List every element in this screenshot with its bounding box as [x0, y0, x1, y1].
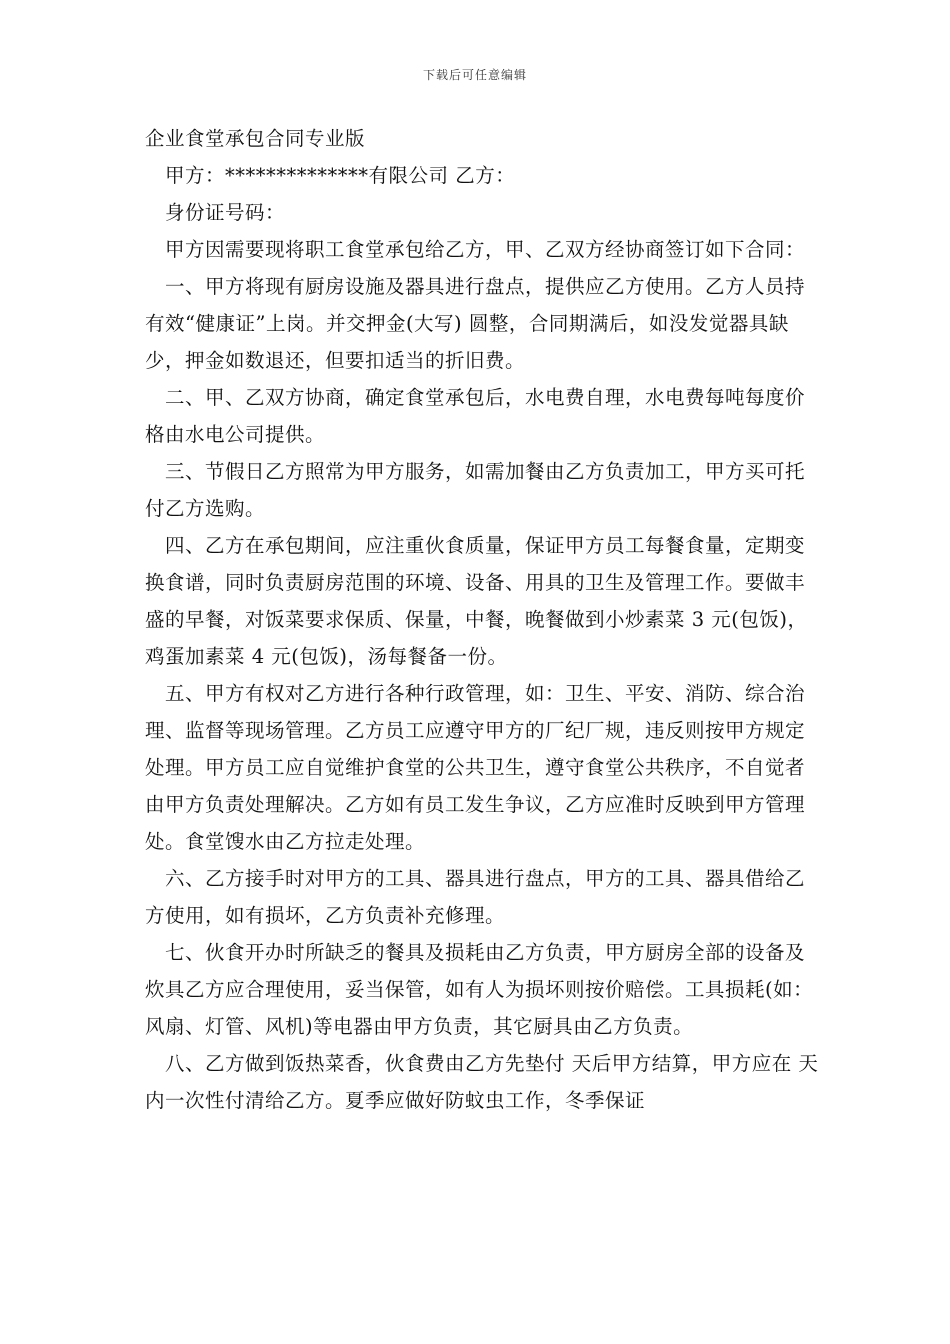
clause-6: 六、乙方接手时对甲方的工具、器具进行盘点，甲方的工具、器具借给乙方使用，如有损坏，乙方负责补充修理。 — [145, 867, 806, 927]
intro-paragraph: 甲方因需要现将职工食堂承包给乙方，甲、乙双方经协商签订如下合同： — [165, 238, 806, 261]
clause-4: 四、乙方在承包期间，应注重伙食质量，保证甲方员工每餐食量，定期变换食谱，同时负责厨房范围的环境、设备、用具的卫生及管理工作。要做丰盛的早餐，对饭菜要求保质、保量，中餐，晚餐做到小炒素菜 3 元(包饭)，鸡蛋加素菜 4 元(包饭)，汤每餐备一份。 — [145, 534, 808, 668]
clause-2: 二、甲、乙双方协商，确定食堂承包后，水电费自理，水电费每吨每度价格由水电公司提供。 — [145, 386, 806, 446]
clause-8: 八、乙方做到饭热菜香，伙食费由乙方先垫付 天后甲方结算，甲方应在 天内一次性付清给乙方。夏季应做好防蚊虫工作，冬季保证 — [145, 1052, 819, 1112]
party-a-line: 甲方：**************有限公司 乙方： — [165, 164, 516, 187]
page-header-note: 下载后可任意编辑 — [422, 68, 527, 82]
clause-5: 五、甲方有权对乙方进行各种行政管理，如：卫生、平安、消防、综合治理、监督等现场管理。乙方员工应遵守甲方的厂纪厂规，违反则按甲方规定处理。甲方员工应自觉维护食堂的公共卫生，遵守食堂公共秩序，不自觉者由甲方负责处理解决。乙方如有员工发生争议，乙方应准时反映到甲方管理处。食堂馊水由乙方拉走处理。 — [145, 682, 806, 853]
id-number-line: 身份证号码： — [165, 201, 286, 224]
clause-1: 一、甲方将现有厨房设施及器具进行盘点，提供应乙方使用。乙方人员持有效“健康证”上岗。并交押金(大写) 圆整，合同期满后，如没发觉器具缺少，押金如数退还，但要扣适当的折旧费。 — [145, 275, 806, 372]
document-title: 企业食堂承包合同专业版 — [145, 127, 366, 150]
clause-3: 三、节假日乙方照常为甲方服务，如需加餐由乙方负责加工，甲方买可托付乙方选购。 — [145, 460, 806, 520]
clause-7: 七、伙食开办时所缺乏的餐具及损耗由乙方负责，甲方厨房全部的设备及炊具乙方应合理使用，妥当保管，如有人为损坏则按价赔偿。工具损耗(如：风扇、灯管、风机)等电器由甲方负责，其它厨具由乙方负责。 — [145, 941, 814, 1038]
document-body — [145, 120, 820, 1119]
